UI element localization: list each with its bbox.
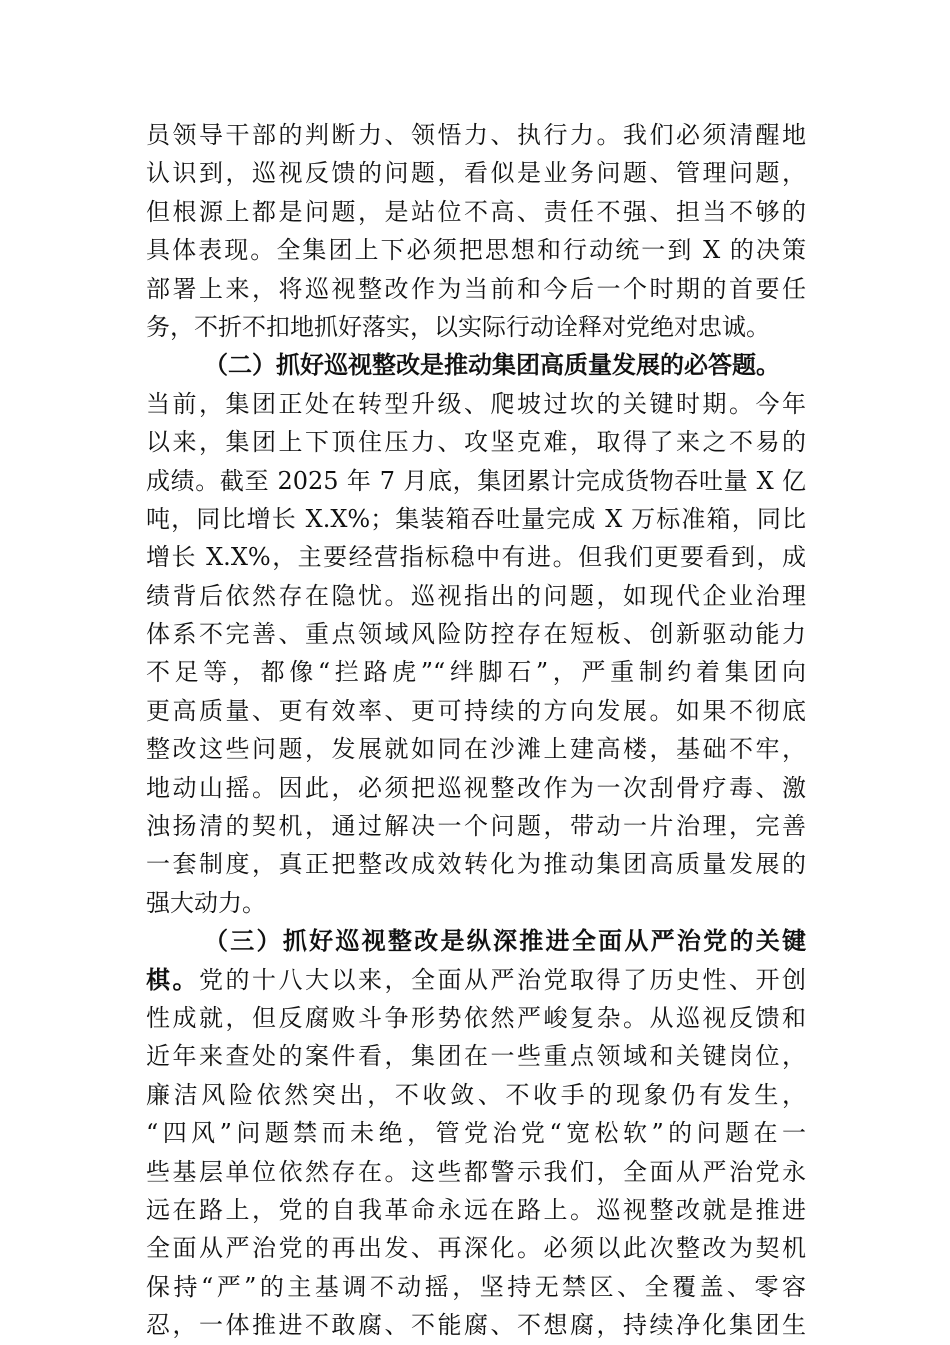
text-line: 近年来查处的案件看，集团在一些重点领域和关键岗位， — [146, 1042, 806, 1071]
paragraph-1 — [146, 116, 806, 346]
text-line: 廉洁风险依然突出，不收敛、不收手的现象仍有发生， — [146, 1080, 806, 1109]
text-line: 务，不折不扣地抓好落实，以实际行动诠释对党绝对忠诚。 — [146, 312, 770, 341]
text-line: 远在路上，党的自我革命永远在路上。巡视整改就是推进 — [146, 1195, 806, 1224]
text-line: 地动山摇。因此，必须把巡视整改作为一次刮骨疗毒、激 — [146, 773, 806, 802]
text-line — [146, 961, 806, 999]
text-line: “四风”问题禁而未绝，管党治党“宽松软”的问题在一 — [146, 1119, 806, 1148]
text-line: 强大动力。 — [146, 888, 266, 917]
text-line: 绩背后依然存在隐忧。巡视指出的问题，如现代企业治理 — [146, 581, 806, 610]
paragraph-2 — [146, 346, 806, 922]
text-line: 员领导干部的判断力、领悟力、执行力。我们必须清醒地 — [146, 121, 806, 149]
text-line: 忍，一体推进不敢腐、不能腐、不想腐，持续净化集团生 — [146, 1311, 806, 1340]
text-line: 当前，集团正处在转型升级、爬坡过坎的关键时期。今年 — [146, 389, 806, 418]
text-line: 吨，同比增长 X.X%；集装箱吞吐量完成 X 万标准箱，同比 — [146, 504, 806, 533]
text-line: 整改这些问题，发展就如同在沙滩上建高楼，基础不牢， — [146, 735, 806, 764]
text-line: 更高质量、更有效率、更可持续的方向发展。如果不彻底 — [146, 696, 806, 725]
text-line: 以来，集团上下顶住压力、攻坚克难，取得了来之不易的 — [146, 428, 806, 457]
text-line: 全面从严治党的再出发、再深化。必须以此次整改为契机 — [146, 1234, 806, 1263]
text-line: 浊扬清的契机，通过解决一个问题，带动一片治理，完善 — [146, 812, 806, 841]
document-body — [146, 116, 806, 1345]
text-fragment: 党的十八大以来，全面从严治党取得了历史性、开创 — [199, 965, 806, 994]
text-line: 一套制度，真正把整改成效转化为推动集团高质量发展的 — [146, 850, 806, 879]
paragraph-3 — [146, 922, 806, 1344]
text-line: 不足等，都像“拦路虎”“绊脚石”，严重制约着集团向 — [146, 658, 806, 687]
text-line: 具体表现。全集团上下必须把思想和行动统一到 X 的决策 — [146, 236, 806, 265]
text-line: 体系不完善、重点领域风险防控存在短板、创新驱动能力 — [146, 620, 806, 649]
text-line: 成绩。截至 2025 年 7 月底，集团累计完成货物吞吐量 X 亿 — [146, 466, 806, 495]
text-line: 增长 X.X%，主要经营指标稳中有进。但我们更要看到，成 — [146, 543, 806, 572]
text-line: 认识到，巡视反馈的问题，看似是业务问题、管理问题， — [146, 159, 806, 188]
text-line: 保持“严”的主基调不动摇，坚持无禁区、全覆盖、零容 — [146, 1272, 806, 1301]
text-line: 但根源上都是问题，是站位不高、责任不强、担当不够的 — [146, 197, 806, 226]
text-line: 些基层单位依然存在。这些都警示我们，全面从严治党永 — [146, 1157, 806, 1186]
text-line: 性成就，但反腐败斗争形势依然严峻复杂。从巡视反馈和 — [146, 1003, 806, 1032]
section-heading-3: （三）抓好巡视整改是纵深推进全面从严治党的关键 — [204, 926, 806, 956]
text-line: 部署上来，将巡视整改作为当前和今后一个时期的首要任 — [146, 274, 806, 303]
section-heading-3-cont: 棋。 — [146, 964, 199, 994]
section-heading-2: （二）抓好巡视整改是推动集团高质量发展的必答题。 — [204, 350, 780, 380]
